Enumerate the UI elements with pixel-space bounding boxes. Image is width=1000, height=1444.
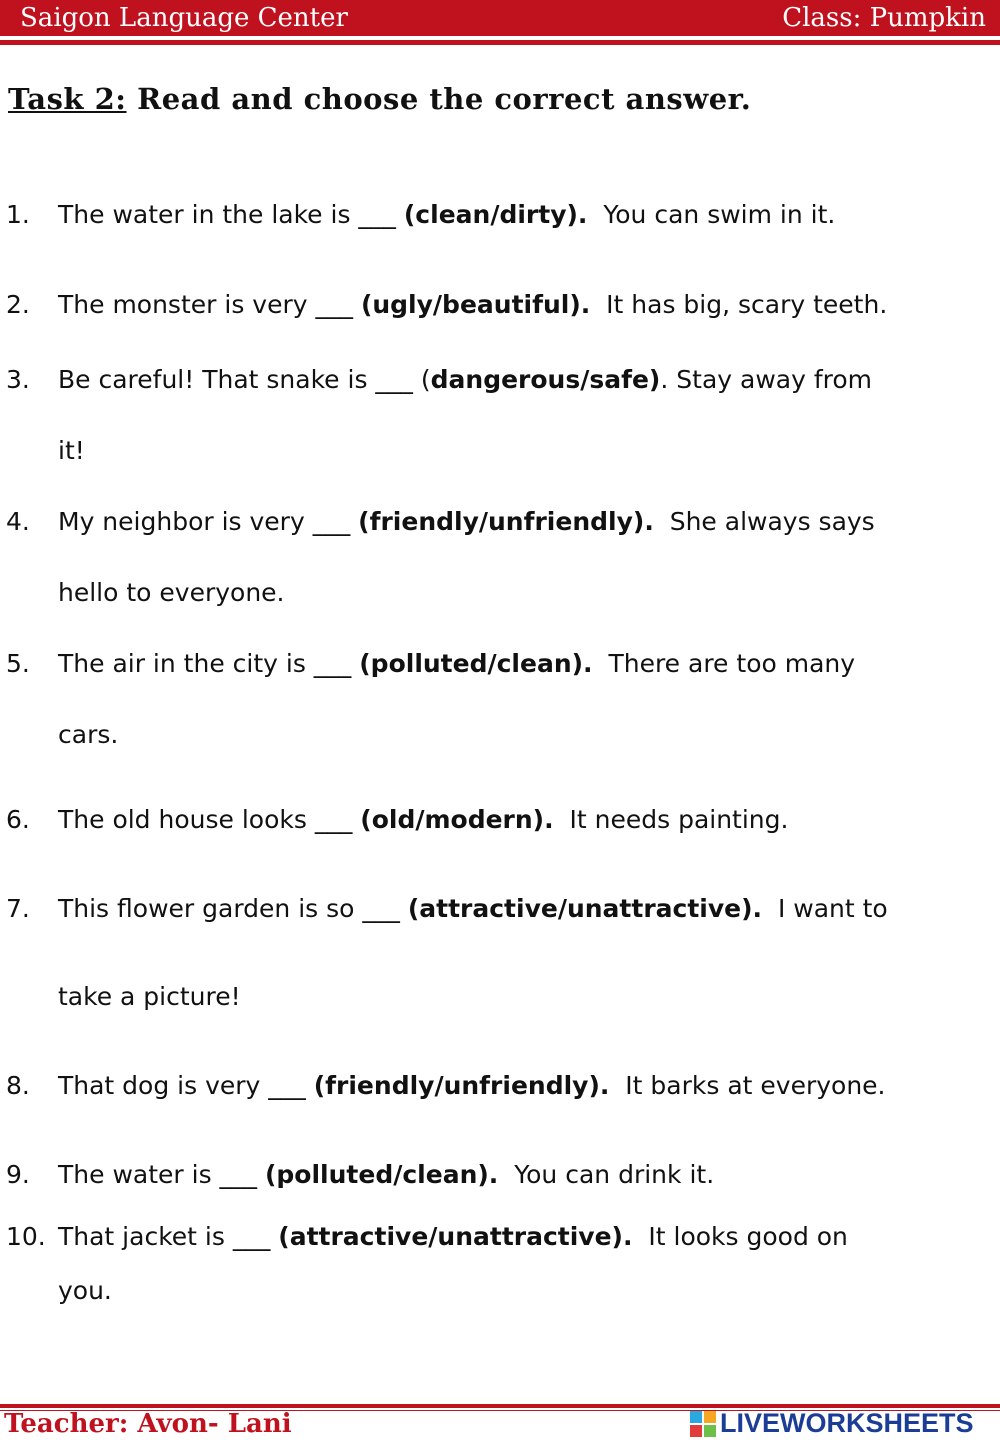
question-clue: There are too many — [592, 649, 856, 678]
question-continuation: it! — [58, 436, 85, 465]
question-stem: My neighbor is very ___ — [58, 507, 359, 536]
task-instruction: Read and choose the correct answer. — [137, 82, 752, 116]
question-stem: That jacket is ___ — [58, 1222, 279, 1251]
question-number: 3. — [6, 365, 30, 394]
question-stem: That dog is very ___ — [58, 1071, 314, 1100]
answer-choices: (ugly/beautiful). — [360, 290, 591, 319]
question-text — [58, 805, 788, 834]
liveworksheets-brand: LIVEWORKSHEETS — [720, 1407, 974, 1438]
question-clue: It has big, scary teeth. — [590, 290, 888, 319]
question-number: 7. — [6, 894, 30, 923]
school-name: Saigon Language Center — [20, 3, 348, 33]
question-number: 8. — [6, 1071, 30, 1100]
liveworksheets-logo-icon — [690, 1409, 718, 1437]
answer-choices: (attractive/unattractive). — [407, 894, 763, 923]
question-stem: The air in the city is ___ — [58, 649, 360, 678]
question-stem: The water is ___ — [58, 1160, 265, 1189]
question-number: 2. — [6, 290, 30, 319]
question-continuation: take a picture! — [58, 982, 241, 1011]
task-label: Task 2: — [8, 82, 127, 116]
answer-choices: dangerous/safe) — [430, 365, 661, 394]
answer-choices: (polluted/clean). — [359, 649, 593, 678]
question-clue: I want to — [762, 894, 888, 923]
liveworksheets-logo — [690, 1404, 974, 1442]
question-text — [58, 507, 875, 536]
question-continuation: cars. — [58, 720, 119, 749]
question-stem: The monster is very ___ — [58, 290, 361, 319]
answer-choices: (polluted/clean). — [264, 1160, 499, 1189]
question-number: 5. — [6, 649, 30, 678]
answer-choices: (friendly/unfriendly). — [358, 507, 654, 536]
question-text — [58, 200, 835, 229]
question-clue: . Stay away from — [660, 365, 873, 394]
teacher-name: Teacher: Avon- Lani — [4, 1409, 292, 1439]
question-clue: She always says — [653, 507, 875, 536]
question-number: 4. — [6, 507, 30, 536]
task-title — [8, 82, 751, 116]
class-name: Class: Pumpkin — [782, 3, 986, 33]
answer-choices: (old/modern). — [360, 805, 554, 834]
question-text — [58, 1222, 848, 1251]
question-number: 1. — [6, 200, 30, 229]
question-text — [58, 1071, 886, 1100]
answer-choices: (attractive/unattractive). — [278, 1222, 633, 1251]
question-clue: It looks good on — [632, 1222, 848, 1251]
header-bar — [0, 0, 1000, 36]
question-text — [58, 894, 888, 923]
question-number: 10. — [6, 1222, 46, 1251]
question-continuation: hello to everyone. — [58, 578, 285, 607]
header-divider — [0, 40, 1000, 45]
question-number: 6. — [6, 805, 30, 834]
question-text — [58, 290, 887, 319]
question-text — [58, 365, 872, 394]
answer-choices: (clean/dirty). — [403, 200, 588, 229]
answer-choices: (friendly/unfriendly). — [313, 1071, 610, 1100]
question-clue: You can drink it. — [498, 1160, 715, 1189]
question-clue: It barks at everyone. — [609, 1071, 886, 1100]
question-text — [58, 649, 855, 678]
question-continuation: you. — [58, 1276, 112, 1305]
question-stem: The old house looks ___ — [58, 805, 361, 834]
question-stem: This flower garden is so ___ — [58, 894, 408, 923]
question-clue: It needs painting. — [553, 805, 789, 834]
question-number: 9. — [6, 1160, 30, 1189]
question-stem: The water in the lake is ___ — [58, 200, 404, 229]
question-clue: You can swim in it. — [587, 200, 836, 229]
question-text — [58, 1160, 714, 1189]
question-stem: Be careful! That snake is ___ ( — [58, 365, 431, 394]
